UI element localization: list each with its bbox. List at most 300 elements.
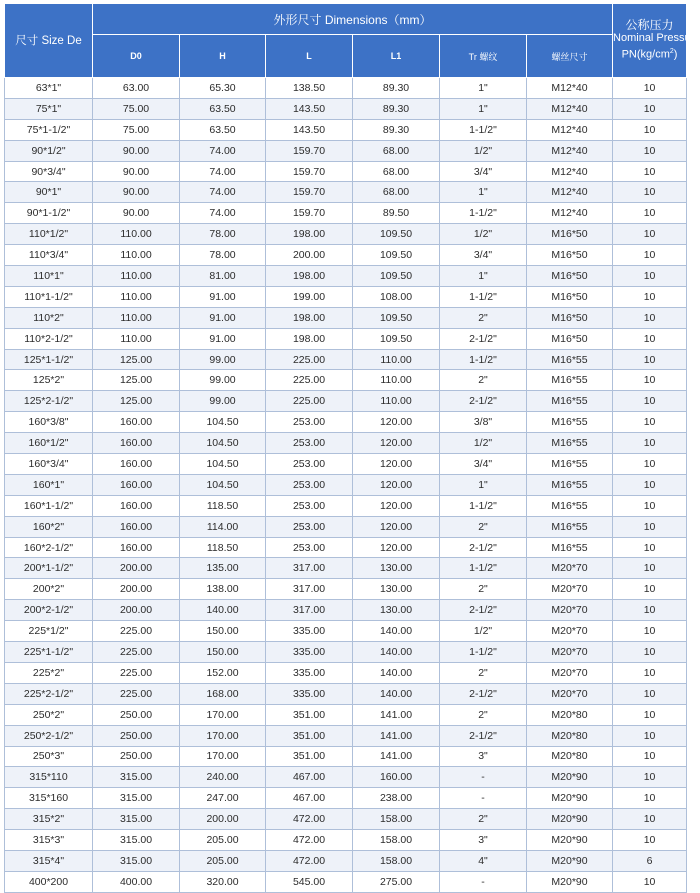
table-row [5,495,687,516]
cell-thread: 2" [440,662,527,683]
cell-pn: 10 [613,788,687,809]
dimensions-header: 外形尺寸 Dimensions（mm） [93,4,613,35]
cell-h: 63.50 [180,119,266,140]
cell-l1: 120.00 [353,495,440,516]
cell-pn: 10 [613,516,687,537]
cell-l1: 275.00 [353,871,440,892]
cell-pn: 10 [613,370,687,391]
col-header-h: H [180,35,266,78]
cell-size: 90*1/2" [5,140,93,161]
table-row [5,558,687,579]
cell-thread: 1-1/2" [440,203,527,224]
cell-size: 110*2-1/2" [5,328,93,349]
pressure-unit-sup: 2 [669,48,674,56]
cell-h: 104.50 [180,412,266,433]
table-row [5,307,687,328]
cell-bolt: M12*40 [527,119,613,140]
cell-l: 253.00 [266,454,353,475]
cell-l1: 110.00 [353,370,440,391]
cell-h: 118.50 [180,537,266,558]
cell-h: 240.00 [180,767,266,788]
cell-h: 78.00 [180,245,266,266]
cell-l1: 141.00 [353,725,440,746]
cell-pn: 10 [613,704,687,725]
cell-bolt: M16*50 [527,328,613,349]
table-row [5,830,687,851]
cell-pn: 10 [613,600,687,621]
cell-l1: 68.00 [353,140,440,161]
cell-bolt: M20*90 [527,809,613,830]
cell-d0: 75.00 [93,119,180,140]
cell-d0: 63.00 [93,78,180,99]
cell-l1: 158.00 [353,830,440,851]
cell-l1: 89.50 [353,203,440,224]
cell-pn: 10 [613,809,687,830]
cell-size: 225*2-1/2" [5,683,93,704]
cell-l1: 68.00 [353,161,440,182]
cell-l: 138.50 [266,78,353,99]
cell-l: 253.00 [266,516,353,537]
table-row [5,98,687,119]
cell-l: 225.00 [266,349,353,370]
cell-h: 320.00 [180,871,266,892]
table-row [5,725,687,746]
cell-d0: 110.00 [93,245,180,266]
table-row [5,850,687,871]
cell-pn: 10 [613,537,687,558]
cell-d0: 225.00 [93,683,180,704]
cell-thread: 1-1/2" [440,642,527,663]
cell-bolt: M16*50 [527,245,613,266]
cell-l1: 158.00 [353,809,440,830]
cell-thread: 3" [440,746,527,767]
cell-l1: 89.30 [353,78,440,99]
cell-l: 198.00 [266,224,353,245]
cell-d0: 200.00 [93,600,180,621]
cell-thread: 2-1/2" [440,600,527,621]
header-row-sub [5,35,687,78]
cell-pn: 10 [613,767,687,788]
cell-h: 104.50 [180,454,266,475]
cell-l: 467.00 [266,788,353,809]
cell-l: 159.70 [266,203,353,224]
cell-h: 74.00 [180,203,266,224]
cell-pn: 10 [613,307,687,328]
cell-pn: 10 [613,98,687,119]
cell-l1: 68.00 [353,182,440,203]
cell-l: 317.00 [266,579,353,600]
pressure-unit-prefix: PN(kg/cm [621,48,670,61]
table-row [5,266,687,287]
cell-size: 125*1-1/2" [5,349,93,370]
cell-pn: 10 [613,161,687,182]
cell-l: 198.00 [266,307,353,328]
cell-d0: 400.00 [93,871,180,892]
table-row [5,516,687,537]
cell-d0: 110.00 [93,286,180,307]
cell-l: 335.00 [266,662,353,683]
cell-thread: 2" [440,516,527,537]
cell-l: 351.00 [266,746,353,767]
cell-l1: 238.00 [353,788,440,809]
table-row [5,391,687,412]
cell-bolt: M20*70 [527,579,613,600]
cell-thread: 2" [440,704,527,725]
cell-bolt: M12*40 [527,182,613,203]
cell-thread: - [440,871,527,892]
table-row [5,370,687,391]
cell-bolt: M12*40 [527,78,613,99]
table-row [5,182,687,203]
cell-l1: 109.50 [353,266,440,287]
cell-l1: 120.00 [353,454,440,475]
cell-size: 200*2" [5,579,93,600]
cell-l: 253.00 [266,433,353,454]
cell-l: 253.00 [266,537,353,558]
table-row [5,662,687,683]
cell-d0: 160.00 [93,495,180,516]
cell-l: 159.70 [266,182,353,203]
cell-l: 335.00 [266,683,353,704]
pressure-header-en: Nominal Pressure [613,32,700,45]
cell-size: 225*1/2" [5,621,93,642]
table-row [5,871,687,892]
table-row [5,746,687,767]
cell-bolt: M20*80 [527,704,613,725]
cell-h: 247.00 [180,788,266,809]
cell-l1: 130.00 [353,558,440,579]
cell-bolt: M20*80 [527,725,613,746]
cell-bolt: M12*40 [527,161,613,182]
cell-bolt: M20*70 [527,558,613,579]
table-row [5,642,687,663]
cell-pn: 10 [613,119,687,140]
cell-h: 140.00 [180,600,266,621]
cell-h: 74.00 [180,140,266,161]
cell-size: 225*2" [5,662,93,683]
table-row [5,683,687,704]
cell-l: 472.00 [266,830,353,851]
cell-bolt: M20*80 [527,746,613,767]
cell-d0: 315.00 [93,850,180,871]
cell-thread: 1" [440,266,527,287]
cell-d0: 160.00 [93,537,180,558]
cell-size: 90*1-1/2" [5,203,93,224]
cell-h: 104.50 [180,474,266,495]
pressure-unit-suffix: ) [673,48,678,61]
cell-bolt: M20*70 [527,683,613,704]
table-row [5,161,687,182]
cell-l: 199.00 [266,286,353,307]
cell-bolt: M12*40 [527,98,613,119]
cell-l: 351.00 [266,725,353,746]
cell-l1: 110.00 [353,391,440,412]
cell-h: 81.00 [180,266,266,287]
cell-bolt: M20*90 [527,788,613,809]
cell-size: 160*1-1/2" [5,495,93,516]
cell-thread: 1-1/2" [440,119,527,140]
cell-thread: 3/4" [440,454,527,475]
cell-thread: 1/2" [440,224,527,245]
table-row [5,119,687,140]
cell-l: 253.00 [266,474,353,495]
table-row [5,767,687,788]
cell-h: 99.00 [180,349,266,370]
cell-pn: 10 [613,746,687,767]
cell-h: 91.00 [180,307,266,328]
table-row [5,286,687,307]
cell-l1: 89.30 [353,98,440,119]
cell-pn: 10 [613,474,687,495]
cell-l: 198.00 [266,328,353,349]
cell-l: 143.50 [266,119,353,140]
cell-pn: 10 [613,391,687,412]
cell-h: 138.00 [180,579,266,600]
cell-h: 200.00 [180,809,266,830]
table-row [5,412,687,433]
cell-pn: 10 [613,349,687,370]
cell-pn: 6 [613,850,687,871]
cell-thread: 3/4" [440,161,527,182]
cell-size: 160*3/8" [5,412,93,433]
cell-h: 170.00 [180,746,266,767]
table-row [5,454,687,475]
cell-l1: 120.00 [353,474,440,495]
cell-thread: 2-1/2" [440,537,527,558]
cell-h: 150.00 [180,642,266,663]
cell-size: 200*1-1/2" [5,558,93,579]
cell-l: 472.00 [266,850,353,871]
cell-pn: 10 [613,558,687,579]
spec-table-container [4,3,700,893]
cell-h: 205.00 [180,850,266,871]
cell-l: 198.00 [266,266,353,287]
cell-bolt: M16*50 [527,266,613,287]
table-row [5,433,687,454]
cell-bolt: M16*55 [527,454,613,475]
cell-d0: 110.00 [93,328,180,349]
cell-l: 253.00 [266,495,353,516]
cell-d0: 225.00 [93,621,180,642]
cell-thread: 1/2" [440,621,527,642]
cell-d0: 110.00 [93,224,180,245]
cell-l1: 109.50 [353,224,440,245]
cell-pn: 10 [613,433,687,454]
cell-thread: 1/2" [440,140,527,161]
cell-l1: 109.50 [353,328,440,349]
table-row [5,203,687,224]
cell-thread: 1" [440,182,527,203]
cell-size: 160*1" [5,474,93,495]
cell-h: 99.00 [180,370,266,391]
cell-bolt: M20*90 [527,830,613,851]
cell-l1: 141.00 [353,746,440,767]
cell-l: 545.00 [266,871,353,892]
cell-d0: 75.00 [93,98,180,119]
cell-size: 125*2-1/2" [5,391,93,412]
cell-size: 400*200 [5,871,93,892]
cell-size: 315*110 [5,767,93,788]
table-row [5,537,687,558]
table-row [5,579,687,600]
cell-bolt: M16*50 [527,307,613,328]
cell-d0: 250.00 [93,704,180,725]
cell-l: 317.00 [266,558,353,579]
cell-pn: 10 [613,412,687,433]
cell-h: 104.50 [180,433,266,454]
table-row [5,245,687,266]
table-row [5,140,687,161]
size-header: 尺寸 Size De [5,4,93,78]
cell-thread: 1-1/2" [440,349,527,370]
cell-h: 150.00 [180,621,266,642]
cell-thread: 3/8" [440,412,527,433]
cell-bolt: M16*55 [527,370,613,391]
cell-d0: 200.00 [93,558,180,579]
col-header-thread: Tr 螺纹 [440,35,527,78]
cell-size: 63*1" [5,78,93,99]
cell-size: 110*2" [5,307,93,328]
cell-bolt: M20*90 [527,767,613,788]
cell-size: 200*2-1/2" [5,600,93,621]
table-header [5,4,700,78]
table-row [5,78,687,99]
cell-bolt: M12*40 [527,203,613,224]
cell-l1: 109.50 [353,245,440,266]
cell-d0: 315.00 [93,788,180,809]
cell-size: 110*3/4" [5,245,93,266]
cell-d0: 225.00 [93,642,180,663]
cell-size: 315*160 [5,788,93,809]
cell-l: 225.00 [266,370,353,391]
cell-l: 159.70 [266,140,353,161]
cell-h: 152.00 [180,662,266,683]
cell-l1: 120.00 [353,433,440,454]
cell-thread: 2" [440,809,527,830]
cell-bolt: M16*55 [527,474,613,495]
cell-thread: 1-1/2" [440,558,527,579]
table-row [5,600,687,621]
cell-bolt: M20*70 [527,621,613,642]
cell-thread: 3/4" [440,245,527,266]
cell-size: 90*1" [5,182,93,203]
cell-h: 63.50 [180,98,266,119]
cell-size: 110*1" [5,266,93,287]
cell-d0: 315.00 [93,767,180,788]
pressure-header-unit [613,45,686,62]
table-row [5,328,687,349]
cell-pn: 10 [613,286,687,307]
cell-h: 205.00 [180,830,266,851]
cell-bolt: M16*55 [527,516,613,537]
cell-pn: 10 [613,662,687,683]
cell-l1: 158.00 [353,850,440,871]
cell-thread: - [440,767,527,788]
table-row [5,621,687,642]
cell-d0: 90.00 [93,140,180,161]
pressure-header-cn: 公称压力 [625,18,674,33]
cell-l1: 89.30 [353,119,440,140]
cell-size: 125*2" [5,370,93,391]
cell-bolt: M12*40 [527,140,613,161]
cell-d0: 250.00 [93,746,180,767]
cell-h: 99.00 [180,391,266,412]
cell-d0: 125.00 [93,391,180,412]
cell-bolt: M16*55 [527,495,613,516]
cell-pn: 10 [613,871,687,892]
cell-thread: 2-1/2" [440,328,527,349]
table-body [5,78,687,893]
cell-pn: 10 [613,78,687,99]
pressure-header [613,4,700,78]
header-row-top [5,4,687,35]
cell-pn: 10 [613,725,687,746]
cell-thread: 4" [440,850,527,871]
cell-l1: 140.00 [353,662,440,683]
cell-size: 315*3" [5,830,93,851]
cell-pn: 10 [613,642,687,663]
cell-thread: 2-1/2" [440,391,527,412]
cell-l: 253.00 [266,412,353,433]
cell-thread: 2" [440,579,527,600]
cell-d0: 315.00 [93,809,180,830]
cell-l1: 140.00 [353,642,440,663]
col-header-d0: D0 [93,35,180,78]
cell-bolt: M16*55 [527,412,613,433]
cell-d0: 225.00 [93,662,180,683]
cell-pn: 10 [613,830,687,851]
cell-bolt: M16*50 [527,286,613,307]
col-header-bolt: 螺丝尺寸 [527,35,613,78]
cell-h: 91.00 [180,328,266,349]
cell-pn: 10 [613,266,687,287]
cell-l1: 130.00 [353,579,440,600]
cell-pn: 10 [613,328,687,349]
cell-bolt: M16*50 [527,224,613,245]
cell-h: 135.00 [180,558,266,579]
cell-size: 90*3/4" [5,161,93,182]
cell-pn: 10 [613,140,687,161]
cell-pn: 10 [613,621,687,642]
cell-size: 160*2-1/2" [5,537,93,558]
cell-l1: 160.00 [353,767,440,788]
cell-pn: 10 [613,495,687,516]
cell-l: 335.00 [266,621,353,642]
cell-d0: 90.00 [93,161,180,182]
cell-l: 143.50 [266,98,353,119]
cell-size: 75*1-1/2" [5,119,93,140]
cell-d0: 160.00 [93,516,180,537]
cell-h: 118.50 [180,495,266,516]
cell-l1: 140.00 [353,683,440,704]
cell-l1: 120.00 [353,412,440,433]
cell-h: 78.00 [180,224,266,245]
cell-l1: 140.00 [353,621,440,642]
cell-bolt: M20*70 [527,642,613,663]
cell-l: 472.00 [266,809,353,830]
cell-d0: 160.00 [93,454,180,475]
cell-d0: 125.00 [93,370,180,391]
cell-l1: 130.00 [353,600,440,621]
cell-thread: 1" [440,78,527,99]
cell-l: 351.00 [266,704,353,725]
cell-bolt: M20*90 [527,871,613,892]
cell-thread: 2" [440,307,527,328]
cell-bolt: M20*90 [527,850,613,871]
cell-bolt: M20*70 [527,600,613,621]
cell-thread: 2-1/2" [440,725,527,746]
cell-l1: 120.00 [353,516,440,537]
